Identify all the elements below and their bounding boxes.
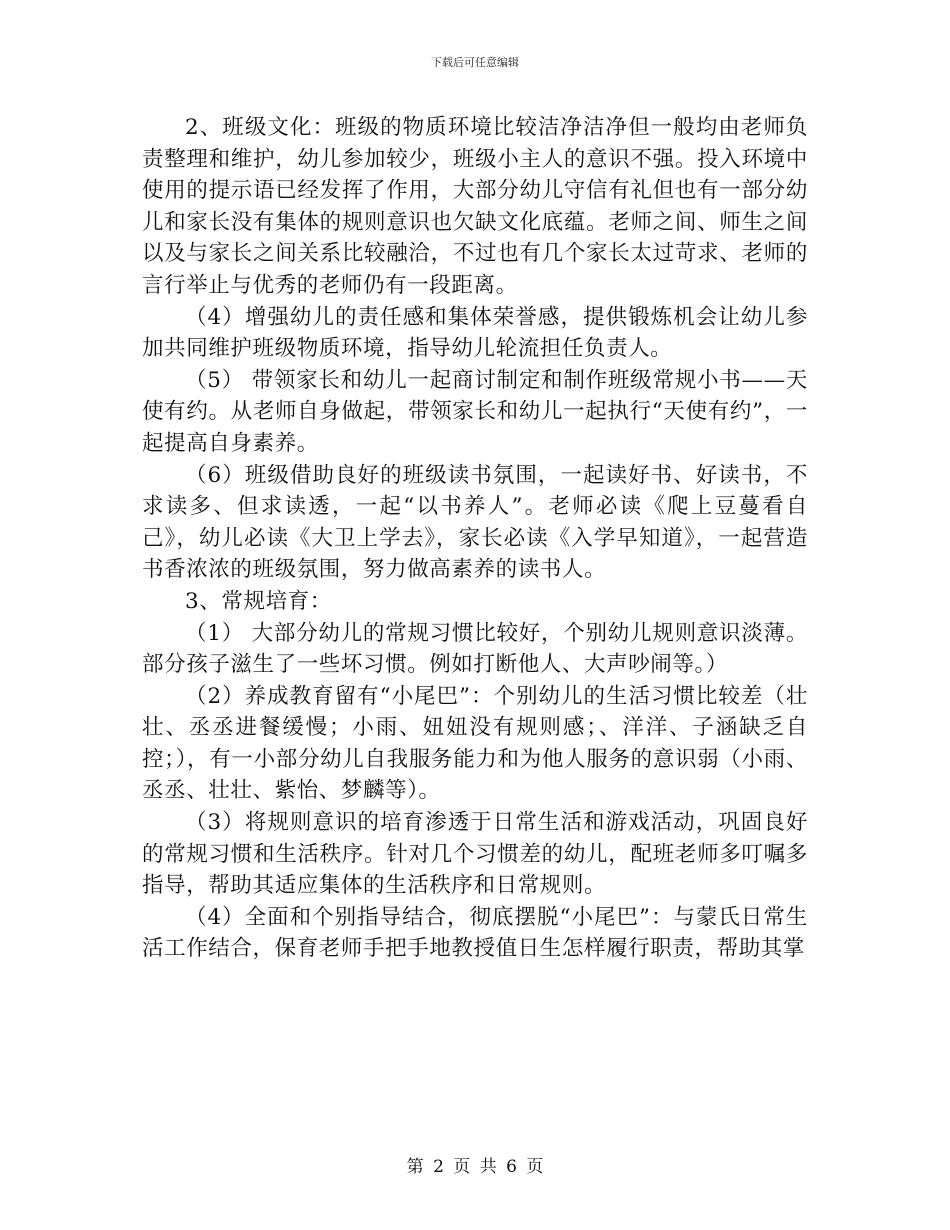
paragraph-routine-4: （4）全面和个别指导结合，彻底摆脱“小尾巴”：与蒙氏日常生活工作结合，保育老师手把手地教授值日生怎样履行职责，帮助其掌 — [142, 904, 808, 962]
paragraph-item-4-responsibility: （4）增强幼儿的责任感和集体荣誉感，提供锻炼机会让幼儿参加共同维护班级物质环境，指导幼儿轮流担任负责人。 — [142, 304, 808, 362]
document-body — [142, 112, 808, 965]
page-header: 下载后可任意编辑 — [431, 56, 519, 69]
paragraph-routine-3: （3）将规则意识的培育渗透于日常生活和游戏活动，巩固良好的常规习惯和生活秩序。针对几个习惯差的幼儿，配班老师多叮嘱多指导，帮助其适应集体的生活秩序和日常规则。 — [142, 810, 808, 899]
section-heading-routine: 3、常规培育： — [185, 588, 332, 614]
paragraph-routine-1: （1） 大部分幼儿的常规习惯比较好，个别幼儿规则意识淡薄。部分孩子滋生了一些坏习惯。例如打断他人、大声吵闹等。） — [142, 620, 808, 678]
paragraph-item-6-reading: （6）班级借助良好的班级读书氛围，一起读好书、好读书，不求读多、但求读透，一起“以书养人”。老师必读《爬上豆蔓看自己》，幼儿必读《大卫上学去》，家长必读《入学早知道》，一起营造书香浓浓的班级氛围，努力做高素养的读书人。 — [142, 462, 808, 583]
page-number-footer: 第 2 页 共 6 页 — [406, 1157, 544, 1177]
paragraph-item-5-rule-book: （5） 带领家长和幼儿一起商讨制定和制作班级常规小书——天使有约。从老师自身做起，带领家长和幼儿一起执行“天使有约”，一起提高自身素养。 — [142, 367, 808, 456]
paragraph-class-culture: 2、班级文化：班级的物质环境比较洁净洁净但一般均由老师负责整理和维护，幼儿参加较少，班级小主人的意识不强。投入环境中使用的提示语已经发挥了作用，大部分幼儿守信有礼但也有一部分幼儿和家长没有集体的规则意识也欠缺文化底蕴。老师之间、师生之间以及与家长之间关系比较融洽，不过也有几个家长太过苛求、老师的言行举止与优秀的老师仍有一段距离。 — [142, 115, 808, 298]
paragraph-routine-2: （2）养成教育留有“小尾巴”：个别幼儿的生活习惯比较差（壮壮、丞丞进餐缓慢；小雨、妞妞没有规则感；、洋洋、子涵缺乏自控；），有一小部分幼儿自我服务能力和为他人服务的意识弱（小雨、丞丞、壮壮、紫怡、梦麟等）。 — [142, 683, 808, 804]
